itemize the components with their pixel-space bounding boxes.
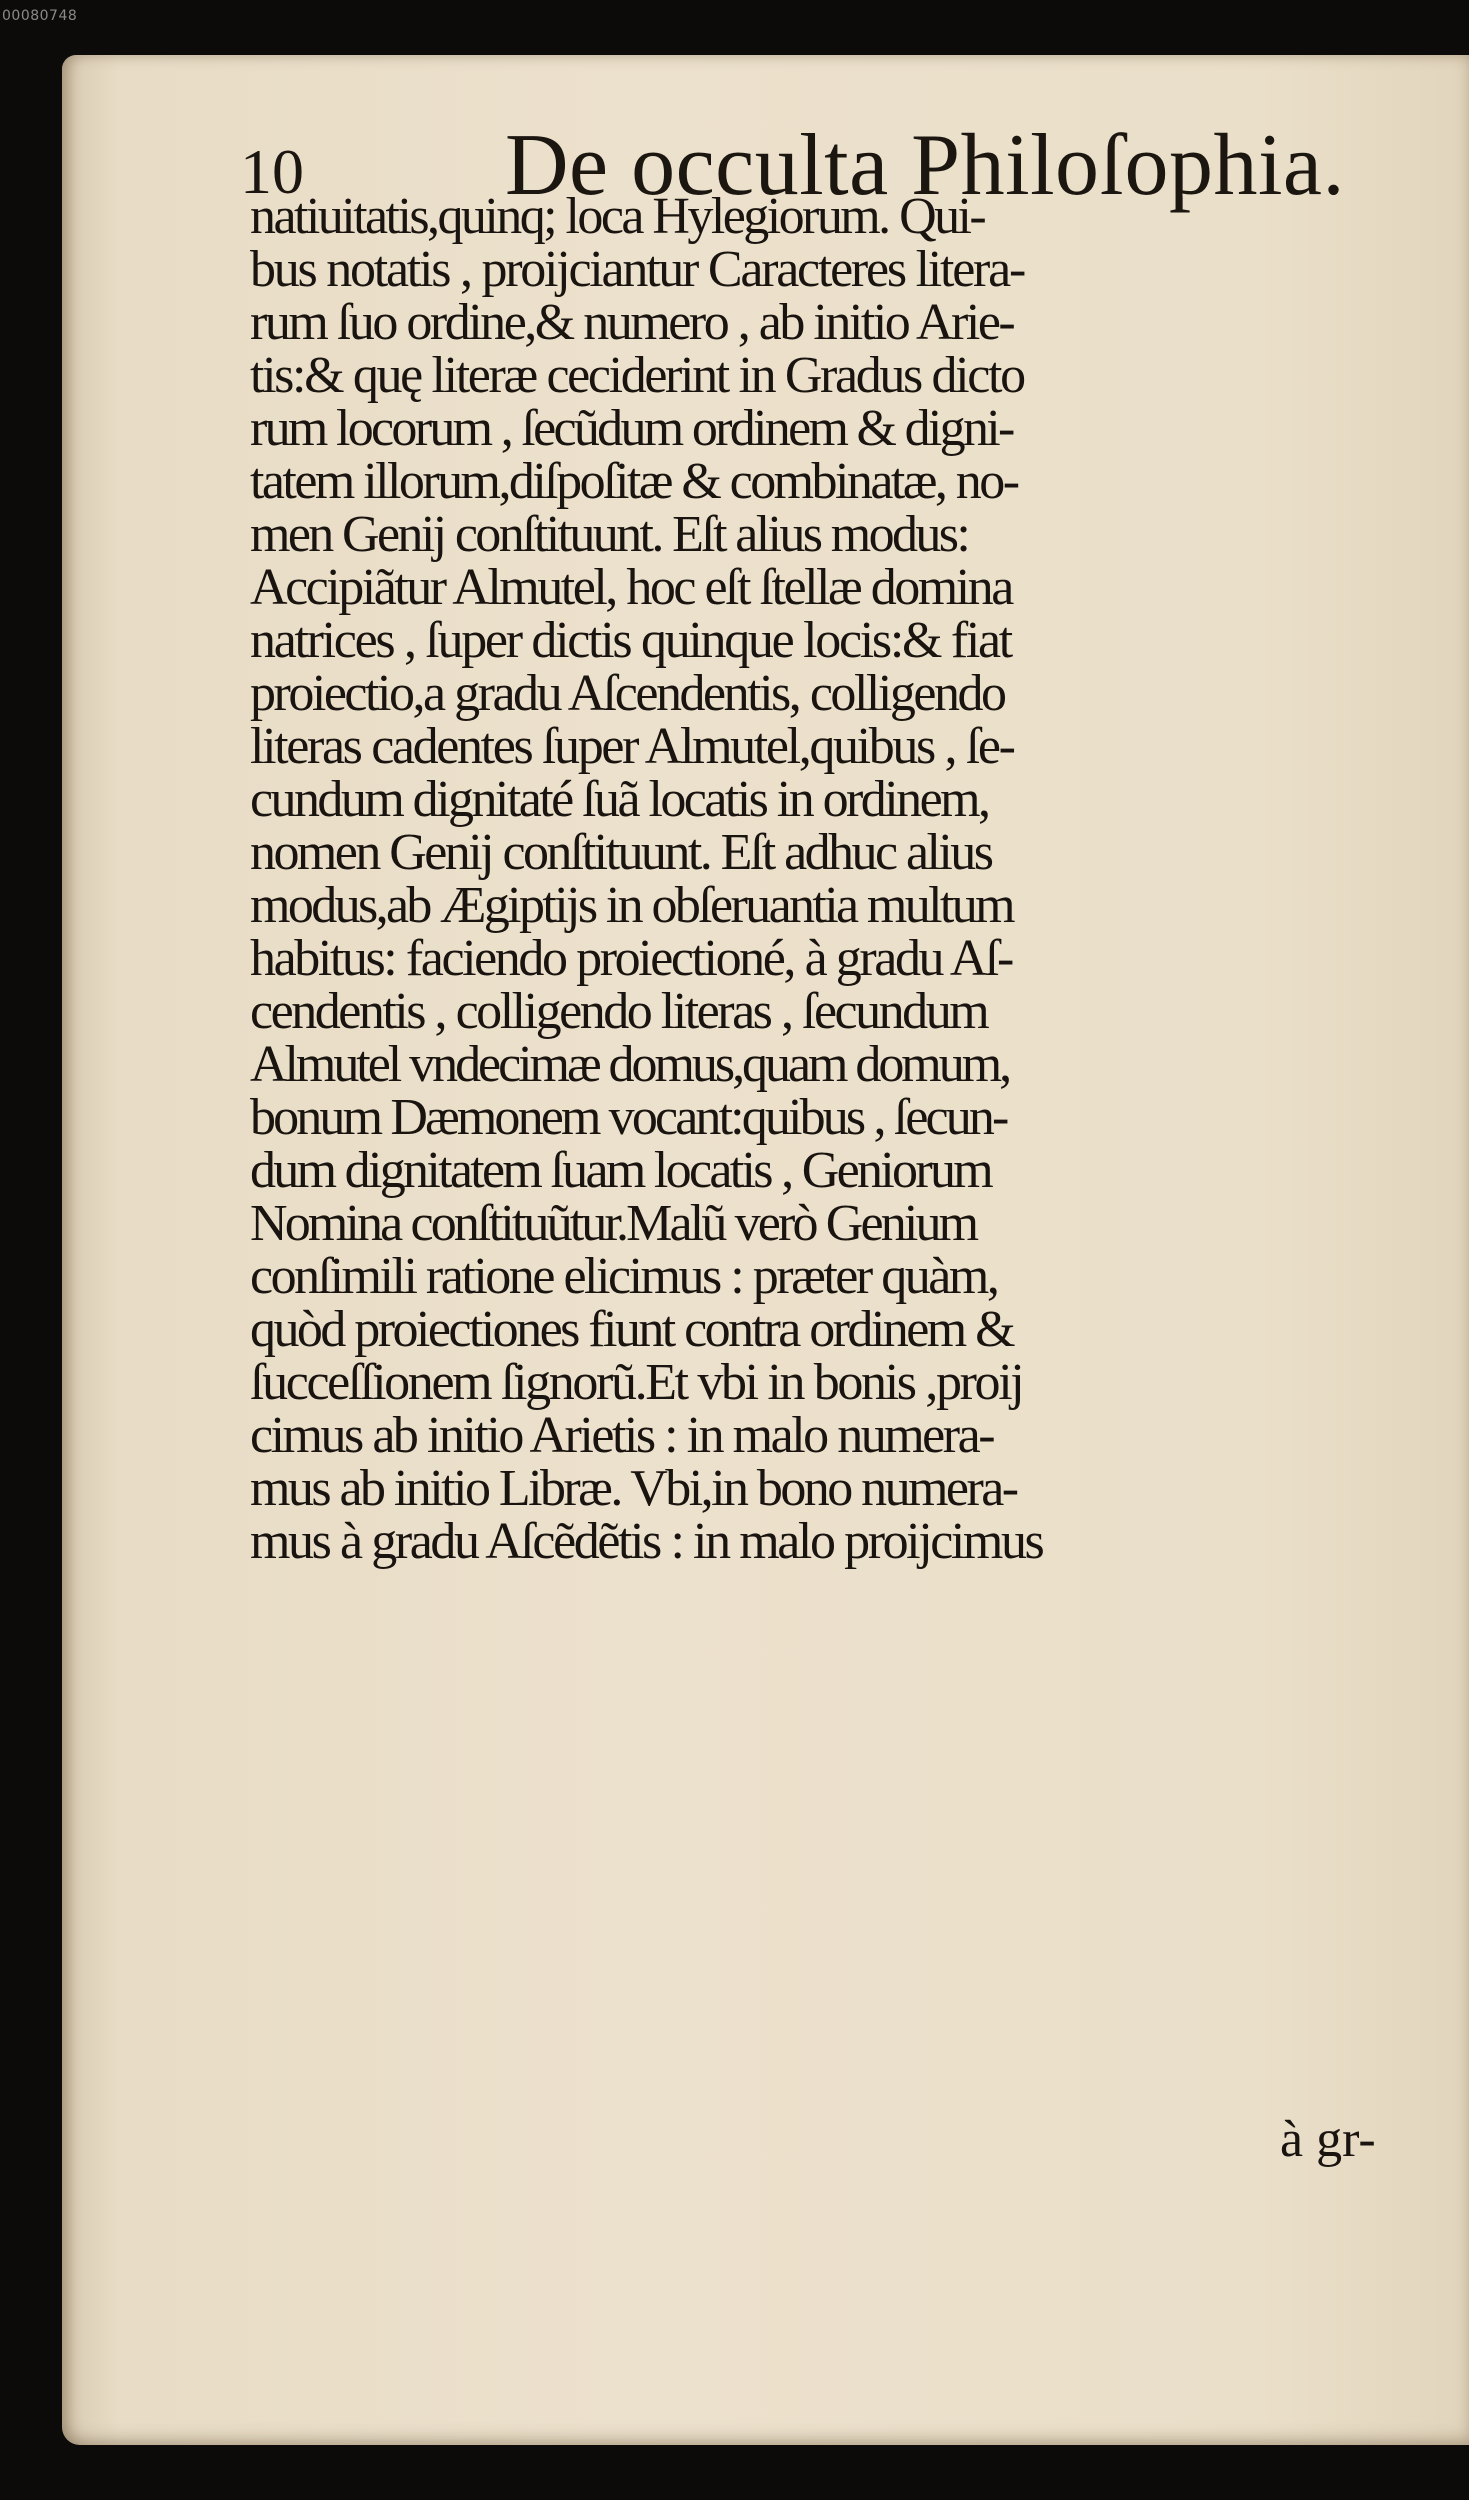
text-line: natiuitatis,quinq; loca Hylegiorum. Qui- bbox=[250, 188, 985, 245]
text-line: bus notatis , proijciantur Caracteres litera- bbox=[250, 241, 1025, 298]
text-line: mus ab initio Libræ. Vbi,in bono numera- bbox=[250, 1460, 1017, 1517]
body-text bbox=[250, 190, 1410, 1568]
catchword: à gr- bbox=[1280, 2111, 1376, 2168]
text-line: ſucceſſionem ſignorũ.Et vbi in bonis ,proij bbox=[250, 1354, 1023, 1411]
text-line: proiectio,a gradu Aſcendentis, colligendo bbox=[250, 665, 1005, 722]
text-line: cimus ab initio Arietis : in malo numera- bbox=[250, 1407, 994, 1464]
text-line: cundum dignitaté ſuã locatis in ordinem, bbox=[250, 771, 989, 828]
text-line: Accipiãtur Almutel, hoc eſt ſtellæ domina bbox=[250, 559, 1012, 616]
text-line: nomen Genij conſtituunt. Eſt adhuc alius bbox=[250, 824, 992, 881]
text-line: cendentis , colligendo literas , ſecundum bbox=[250, 983, 988, 1040]
text-line: natrices , ſuper dictis quinque locis:& fiat bbox=[250, 612, 1011, 669]
text-line: men Genij conſtituunt. Eſt alius modus: bbox=[250, 506, 969, 563]
text-line: modus,ab Ægiptijs in obſeruantia multum bbox=[250, 877, 1013, 934]
text-line: habitus: faciendo proiectioné, à gradu Aſ- bbox=[250, 930, 1012, 987]
text-line: tatem illorum,diſpoſitæ & combinatæ, no- bbox=[250, 453, 1018, 510]
text-line: literas cadentes ſuper Almutel,quibus , ſe- bbox=[250, 718, 1014, 775]
text-line: bonum Dæmonem vocant:quibus , ſecun- bbox=[250, 1089, 1007, 1146]
text-line: Nomina conſtituũtur.Malũ verò Genium bbox=[250, 1195, 977, 1252]
text-line: mus à gradu Aſcẽdẽtis : in malo proijcimus bbox=[250, 1513, 1043, 1570]
text-line: dum dignitatem ſuam locatis , Geniorum bbox=[250, 1142, 992, 1199]
text-line: conſimili ratione elicimus : præter quàm, bbox=[250, 1248, 998, 1305]
text-line: rum ſuo ordine,& numero , ab initio Arie- bbox=[250, 294, 1014, 351]
page-number: 10 bbox=[240, 136, 304, 207]
text-line: tis:& quę literæ ceciderint in Gradus dicto bbox=[250, 347, 1024, 404]
text-line: Almutel vndecimæ domus,quam domum, bbox=[250, 1036, 1010, 1093]
text-line: rum locorum , ſecũdum ordinem & digni- bbox=[250, 400, 1013, 457]
scan-id-label: 00080748 bbox=[2, 8, 78, 24]
running-title: De occulta Philoſophia. bbox=[505, 117, 1345, 214]
text-line: quòd proiectiones fiunt contra ordinem & bbox=[250, 1301, 1014, 1358]
